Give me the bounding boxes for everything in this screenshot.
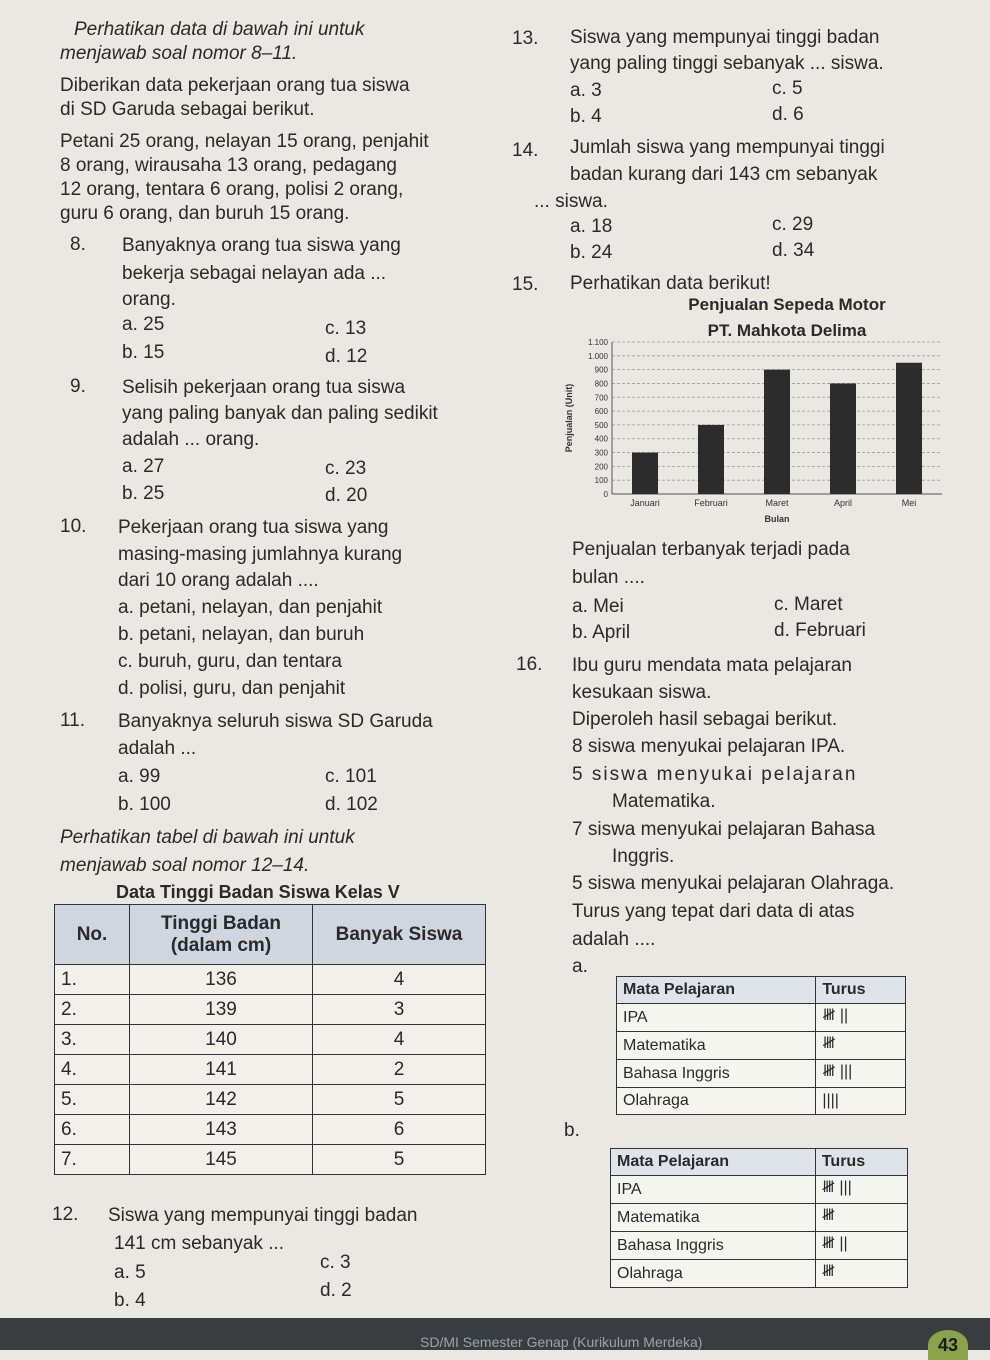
x-axis-label: Bulan	[764, 514, 790, 524]
tally-table-b	[610, 1148, 908, 1288]
question-text: 8 siswa menyukai pelajaran IPA.	[572, 736, 846, 757]
option-a[interactable]: a. 18	[570, 216, 613, 237]
option-a[interactable]: a. petani, nelayan, dan penjahit	[118, 597, 383, 618]
question-number: 15.	[512, 274, 539, 295]
question-text: 5 siswa menyukai pelajaran	[572, 764, 858, 785]
option-d[interactable]: d. 12	[325, 346, 368, 367]
question-text: 7 siswa menyukai pelajaran Bahasa	[572, 819, 876, 840]
option-d[interactable]: d. 20	[325, 485, 368, 506]
table-cell: 𝍸	[815, 1260, 907, 1288]
chart-title: Penjualan Sepeda Motor	[688, 295, 886, 314]
question-text: Diperoleh hasil sebagai berikut.	[572, 709, 838, 730]
y-tick-label: 900	[594, 365, 608, 375]
col-header-height: Tinggi Badan (dalam cm)	[130, 905, 313, 965]
intro-line: Perhatikan data di bawah ini untuk	[74, 19, 365, 40]
question-text: masing-masing jumlahnya kurang	[118, 544, 403, 565]
bar-maret	[764, 370, 790, 494]
question-text: ... siswa.	[534, 191, 608, 212]
table-title: Data Tinggi Badan Siswa Kelas V	[116, 882, 400, 902]
bar-mei	[896, 363, 922, 494]
option-d[interactable]: d. 102	[325, 794, 378, 815]
question-text: kesukaan siswa.	[572, 682, 712, 703]
table-cell: 4	[313, 965, 486, 995]
question-text: Ibu guru mendata mata pelajaran	[572, 655, 852, 676]
sales-bar-chart	[542, 294, 952, 534]
table-row	[55, 995, 486, 1025]
option-c[interactable]: c. 23	[325, 458, 367, 479]
col-header-no: No.	[55, 905, 130, 965]
intro-line: 12 orang, tentara 6 orang, polisi 2 orang,	[60, 179, 404, 200]
table-cell: 5	[313, 1145, 486, 1175]
option-a[interactable]: a. 5	[114, 1262, 146, 1283]
table-cell: IPA	[617, 1004, 816, 1032]
question-text: bekerja sebagai nelayan ada ...	[122, 263, 387, 284]
table-cell: 𝍸 ||	[815, 1232, 907, 1260]
table-body	[55, 965, 486, 1175]
table-cell: 5	[313, 1085, 486, 1115]
table-row	[617, 1004, 906, 1032]
table-row	[617, 1060, 906, 1088]
table-cell: ||||	[816, 1088, 906, 1115]
option-a[interactable]: a. Mei	[572, 596, 624, 617]
table-cell: Matematika	[611, 1204, 816, 1232]
y-tick-label: 300	[594, 448, 608, 458]
question-number: 16.	[516, 654, 543, 675]
question-number: 8.	[70, 234, 86, 255]
y-tick-label: 800	[594, 379, 608, 389]
table-cell: Olahraga	[611, 1260, 816, 1288]
option-d[interactable]: d. polisi, guru, dan penjahit	[118, 678, 346, 699]
option-b[interactable]: b. petani, nelayan, dan buruh	[118, 624, 365, 645]
option-c[interactable]: c. 3	[320, 1252, 351, 1273]
table-cell: 143	[130, 1115, 313, 1145]
question-text: yang paling banyak dan paling sedikit	[122, 403, 438, 424]
bar-februari	[698, 425, 724, 494]
table-cell: 5.	[55, 1085, 130, 1115]
option-a[interactable]: a. 25	[122, 314, 165, 335]
table-cell: 139	[130, 995, 313, 1025]
table-cell: 4	[313, 1025, 486, 1055]
option-b[interactable]: b.	[564, 1120, 580, 1141]
col-header-tally: Turus	[815, 1149, 907, 1176]
x-tick-label: Maret	[765, 498, 789, 508]
question-text: Selisih pekerjaan orang tua siswa	[122, 377, 406, 398]
question-text: Siswa yang mempunyai tinggi badan	[108, 1205, 418, 1226]
table-cell: Bahasa Inggris	[617, 1060, 816, 1088]
option-b[interactable]: b. 4	[570, 106, 602, 127]
col-header-tally: Turus	[816, 977, 906, 1004]
table-body	[617, 1004, 906, 1115]
question-number: 10.	[60, 516, 87, 537]
question-number: 9.	[70, 376, 86, 397]
table-cell: 3.	[55, 1025, 130, 1055]
table-cell: 136	[130, 965, 313, 995]
y-tick-label: 1.100	[587, 338, 608, 347]
option-c[interactable]: c. 13	[325, 318, 367, 339]
y-axis-label: Penjualan (Unit)	[564, 383, 574, 453]
option-c[interactable]: c. 29	[772, 214, 814, 235]
y-tick-label: 600	[594, 407, 608, 417]
option-d[interactable]: d. 6	[772, 104, 804, 125]
bar-april	[830, 383, 856, 494]
table-row	[55, 1115, 486, 1145]
question-text: badan kurang dari 143 cm sebanyak	[570, 164, 878, 185]
option-c[interactable]: c. Maret	[774, 594, 843, 615]
question-text: 5 siswa menyukai pelajaran Olahraga.	[572, 873, 895, 894]
col-header-subject: Mata Pelajaran	[611, 1149, 816, 1176]
question-text: adalah ....	[572, 929, 656, 950]
y-tick-label: 500	[594, 420, 608, 430]
option-a[interactable]: a.	[572, 956, 588, 977]
intro-line: Diberikan data pekerjaan orang tua siswa	[60, 75, 410, 96]
col-header-count: Banyak Siswa	[313, 905, 486, 965]
question-text: Banyaknya seluruh siswa SD Garuda	[118, 711, 433, 732]
table-cell: 3	[313, 995, 486, 1025]
option-b[interactable]: b. 4	[114, 1290, 146, 1311]
table-cell: Bahasa Inggris	[611, 1232, 816, 1260]
x-tick-label: April	[833, 498, 853, 508]
footer-text: SD/MI Semester Genap (Kurikulum Merdeka)	[420, 1334, 703, 1350]
question-text: Perhatikan data berikut!	[570, 273, 771, 294]
table-cell: 𝍸	[816, 1032, 906, 1060]
intro-line: di SD Garuda sebagai berikut.	[60, 99, 315, 120]
option-d[interactable]: d. 2	[320, 1280, 352, 1301]
question-text: adalah ...	[118, 738, 197, 759]
question-text: Turus yang tepat dari data di atas	[572, 901, 855, 922]
intro-line: Petani 25 orang, nelayan 15 orang, penjahit	[60, 131, 429, 152]
y-tick-label: 400	[594, 434, 608, 444]
table-cell: 6	[313, 1115, 486, 1145]
y-tick-label: 0	[603, 490, 608, 499]
table-cell: 𝍸 |||	[815, 1176, 907, 1204]
table-cell: 2	[313, 1055, 486, 1085]
y-tick-label: 200	[594, 462, 608, 472]
question-text: Banyaknya orang tua siswa yang	[122, 235, 401, 256]
y-tick-label: 1.000	[587, 351, 608, 361]
option-b[interactable]: b. April	[572, 622, 631, 643]
option-b[interactable]: b. 24	[570, 242, 613, 263]
option-a[interactable]: a. 27	[122, 456, 165, 477]
question-text: Inggris.	[612, 846, 675, 867]
option-c[interactable]: c. 5	[772, 78, 803, 99]
option-d[interactable]: d. 34	[772, 240, 815, 261]
question-text: Matematika.	[612, 791, 716, 812]
question-text: bulan ....	[572, 567, 645, 588]
table-body	[611, 1176, 908, 1288]
table-row	[617, 1088, 906, 1115]
x-tick-label: Februari	[694, 498, 728, 508]
table-cell: Matematika	[617, 1032, 816, 1060]
table-cell: 1.	[55, 965, 130, 995]
question-text: adalah ... orang.	[122, 429, 260, 450]
table-row	[55, 1055, 486, 1085]
question-number: 14.	[512, 140, 539, 161]
table-cell: 141	[130, 1055, 313, 1085]
table-row	[611, 1260, 908, 1288]
option-b[interactable]: b. 15	[122, 342, 165, 363]
table-row	[611, 1176, 908, 1204]
table-cell: 𝍸 |||	[816, 1060, 906, 1088]
table-row	[55, 1085, 486, 1115]
question-text: yang paling tinggi sebanyak ... siswa.	[570, 53, 884, 74]
y-tick-label: 100	[594, 476, 608, 486]
table-cell: 𝍸	[815, 1204, 907, 1232]
page-number: 43	[928, 1330, 968, 1360]
x-tick-label: Januari	[630, 498, 660, 508]
question-number: 13.	[512, 28, 539, 49]
table-cell: 2.	[55, 995, 130, 1025]
table-row	[55, 1025, 486, 1055]
table-cell: 𝍸 ||	[816, 1004, 906, 1032]
question-text: Jumlah siswa yang mempunyai tinggi	[570, 137, 885, 158]
option-b[interactable]: b. 100	[118, 794, 171, 815]
table-row	[611, 1204, 908, 1232]
intro-line: menjawab soal nomor 8–11.	[60, 43, 298, 64]
table-cell: 145	[130, 1145, 313, 1175]
x-tick-label: Mei	[901, 498, 917, 508]
intro-line: 8 orang, wirausaha 13 orang, pedagang	[60, 155, 397, 176]
table-cell: 140	[130, 1025, 313, 1055]
table-cell: Olahraga	[617, 1088, 816, 1115]
tally-table-a	[616, 976, 906, 1115]
option-c[interactable]: c. 101	[325, 766, 377, 787]
chart-subtitle: PT. Mahkota Delima	[707, 321, 867, 340]
question-text: Siswa yang mempunyai tinggi badan	[570, 27, 880, 48]
table-cell: 4.	[55, 1055, 130, 1085]
question-number: 11.	[60, 710, 86, 731]
table-cell: IPA	[611, 1176, 816, 1204]
col-header-subject: Mata Pelajaran	[617, 977, 816, 1004]
bar-januari	[632, 453, 658, 494]
question-text: 141 cm sebanyak ...	[114, 1233, 285, 1254]
option-b[interactable]: b. 25	[122, 483, 165, 504]
table-row	[55, 1145, 486, 1175]
table-cell: 6.	[55, 1115, 130, 1145]
option-c[interactable]: c. buruh, guru, dan tentara	[118, 651, 342, 672]
question-number: 12.	[52, 1204, 79, 1225]
table-row	[55, 965, 486, 995]
question-text: dari 10 orang adalah ....	[118, 570, 319, 591]
intro-line: Perhatikan tabel di bawah ini untuk	[60, 827, 355, 848]
table-cell: 142	[130, 1085, 313, 1115]
table-row	[617, 1032, 906, 1060]
question-text: Penjualan terbanyak terjadi pada	[572, 539, 850, 560]
table-row	[611, 1232, 908, 1260]
height-data-table	[54, 904, 486, 1175]
question-text: orang.	[122, 289, 176, 310]
y-tick-label: 700	[594, 393, 608, 403]
option-d[interactable]: d. Februari	[774, 620, 866, 641]
option-a[interactable]: a. 99	[118, 766, 161, 787]
intro-line: menjawab soal nomor 12–14.	[60, 855, 310, 876]
question-text: Pekerjaan orang tua siswa yang	[118, 517, 389, 538]
table-cell: 7.	[55, 1145, 130, 1175]
intro-line: guru 6 orang, dan buruh 15 orang.	[60, 203, 350, 224]
option-a[interactable]: a. 3	[570, 80, 602, 101]
